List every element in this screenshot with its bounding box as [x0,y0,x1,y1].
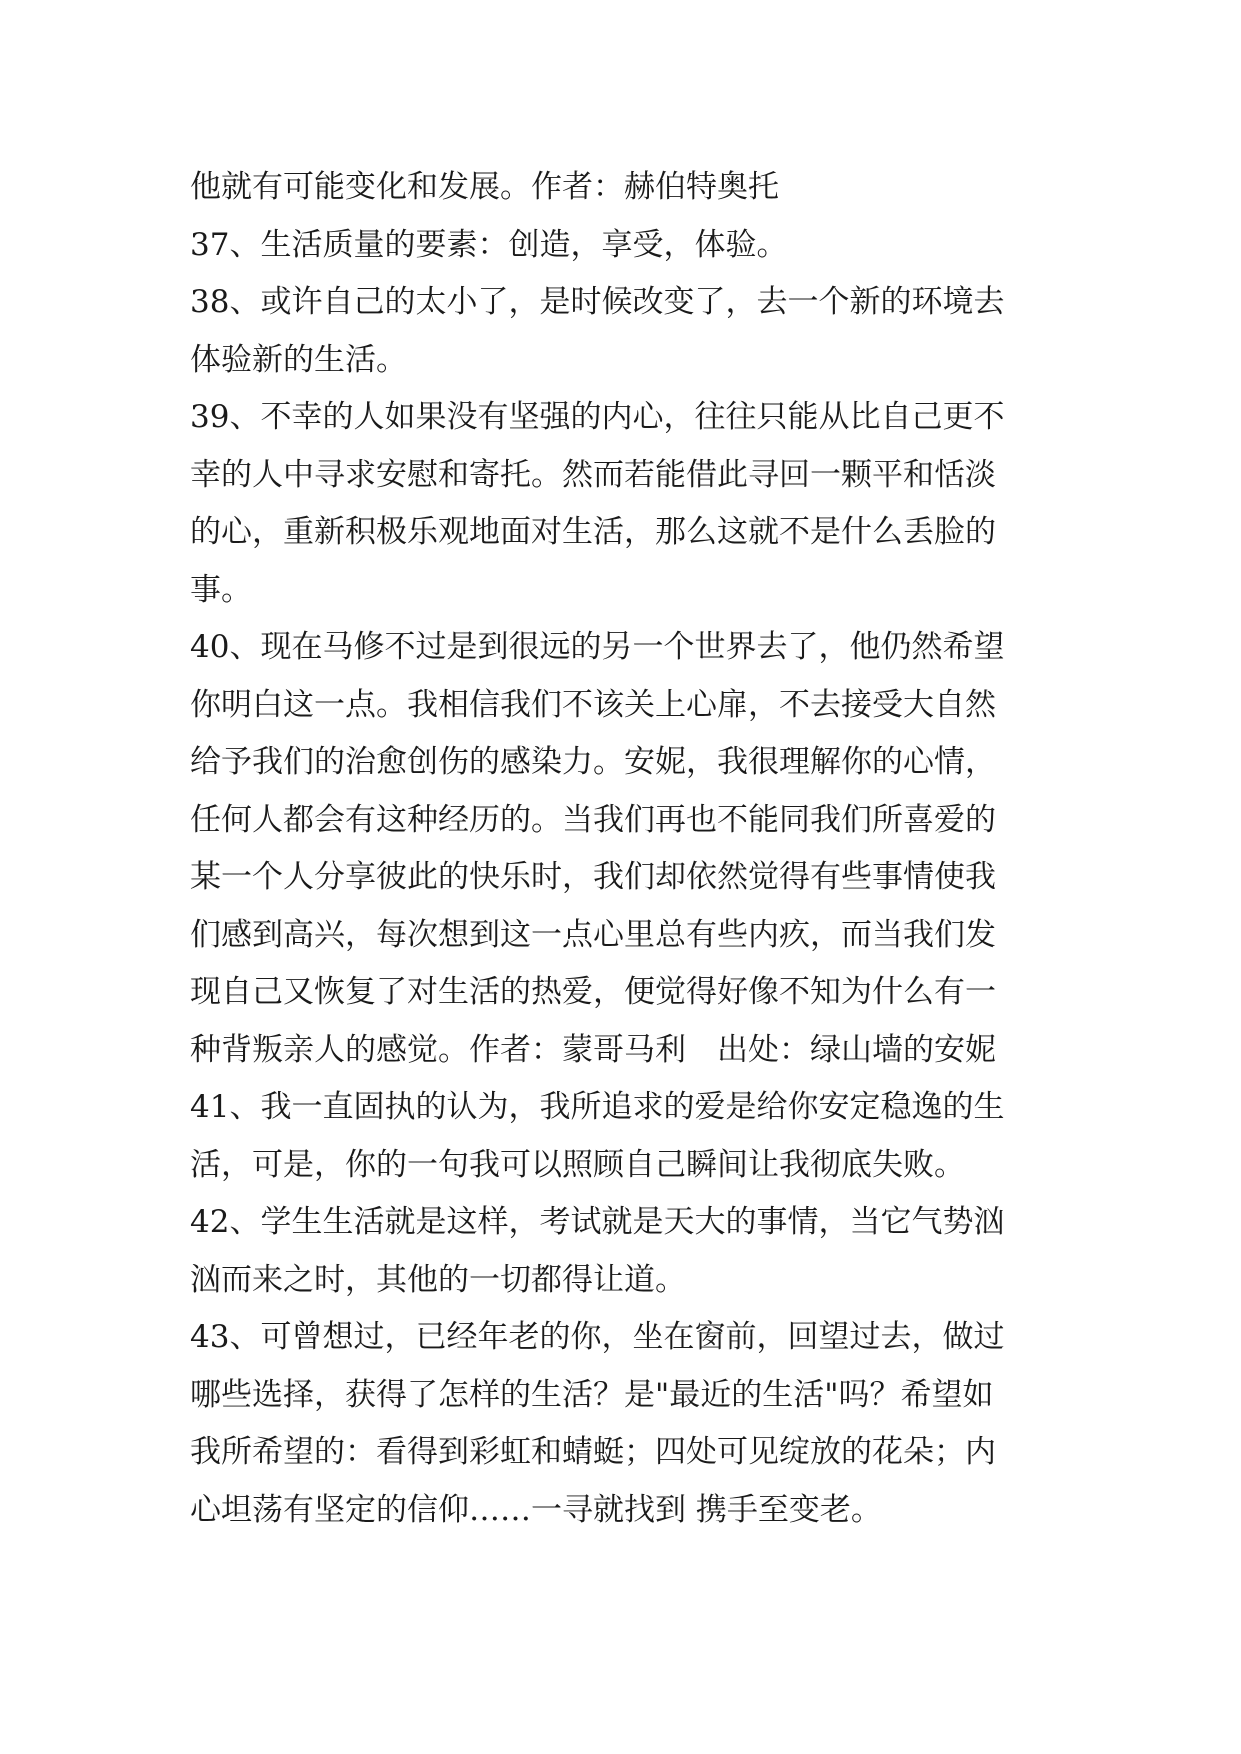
document-body [190,159,1080,1539]
text-line: 现自己又恢复了对生活的热爱，便觉得好像不知为什么有一 [190,974,996,1010]
text-line: 体验新的生活。 [190,341,407,378]
text-line: 42、学生生活就是这样，考试就是天大的事情，当它气势汹 [190,1204,1005,1240]
text-line: 39、不幸的人如果没有坚强的内心，往往只能从比自己更不 [190,399,1005,435]
text-line: 41、我一直固执的认为，我所追求的爱是给你安定稳逸的生 [190,1089,1005,1125]
text-line: 你明白这一点。我相信我们不该关上心扉，不去接受大自然 [190,686,996,723]
text-line: 40、现在马修不过是到很远的另一个世界去了，他仍然希望 [190,629,1005,665]
text-line: 我所希望的：看得到彩虹和蜻蜓；四处可见绽放的花朵；内 [190,1434,996,1470]
text-line: 任何人都会有这种经历的。当我们再也不能同我们所喜爱的 [190,801,996,838]
text-line: 心坦荡有坚定的信仰……一寻就找到 携手至变老。 [190,1491,882,1528]
text-line: 活，可是，你的一句我可以照顾自己瞬间让我彻底失败。 [190,1146,965,1183]
text-line: 他就有可能变化和发展。作者：赫伯特奥托 [190,169,779,205]
text-line: 事。 [190,571,252,608]
text-line: 给予我们的治愈创伤的感染力。安妮，我很理解你的心情， [190,744,996,780]
text-line: 某一个人分享彼此的快乐时，我们却依然觉得有些事情使我 [190,859,996,895]
text-line: 的心，重新积极乐观地面对生活，那么这就不是什么丢脸的 [190,514,996,550]
text-line: 幸的人中寻求安慰和寄托。然而若能借此寻回一颗平和恬淡 [190,456,996,493]
text-line: 哪些选择，获得了怎样的生活？是"最近的生活"吗？希望如 [190,1376,994,1413]
text-line: 汹而来之时，其他的一切都得让道。 [190,1261,686,1298]
text-line: 38、或许自己的太小了，是时候改变了，去一个新的环境去 [190,284,1005,320]
text-line: 种背叛亲人的感觉。作者：蒙哥马利 出处：绿山墙的安妮 [190,1031,996,1068]
text-line: 们感到高兴，每次想到这一点心里总有些内疚，而当我们发 [190,916,996,953]
text-line: 37、生活质量的要素：创造，享受，体验。 [190,226,788,263]
text-line: 43、可曾想过，已经年老的你，坐在窗前，回望过去，做过 [190,1319,1005,1355]
